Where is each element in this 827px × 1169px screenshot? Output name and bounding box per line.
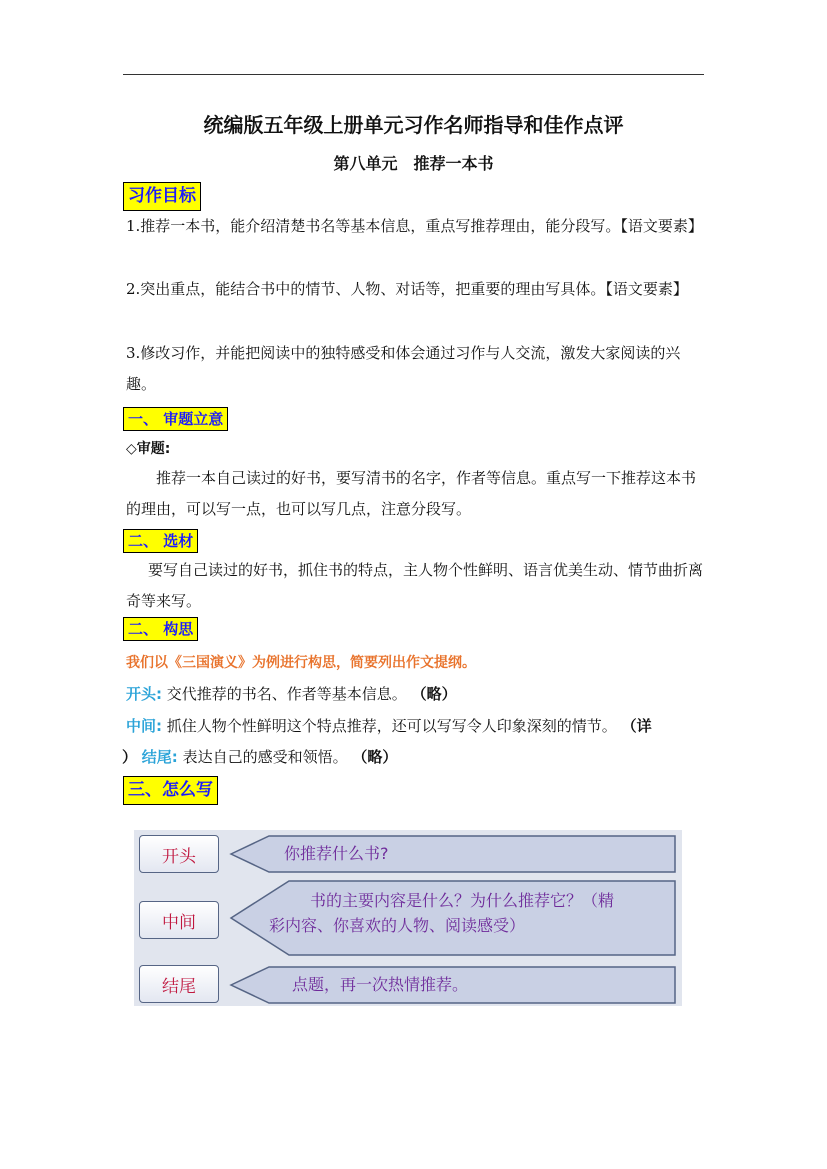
closing-note: （略） (352, 748, 398, 766)
closing-text: 表达自己的感受和领悟。 (182, 748, 348, 766)
opening-label: 开头: (126, 685, 162, 703)
closing-prefix: ） (122, 748, 138, 766)
section2-tag: 二、 选材 (123, 529, 198, 553)
closing-label: 结尾: (141, 748, 178, 766)
opening-text: 交代推荐的书名、作者等基本信息。 (166, 685, 407, 703)
goal-item-1: 1.推荐一本书，能介绍清楚书名等基本信息，重点写推荐理由，能分段写。【语文要素】 (126, 217, 703, 235)
diagram-label-opening: 开头 (139, 835, 219, 873)
outline-closing (122, 746, 707, 767)
diagram-label-closing: 结尾 (139, 965, 219, 1003)
diagram-text-middle-1: 书的主要内容是什么？为什么推荐它？（精 (310, 891, 615, 910)
outline-middle (126, 715, 711, 736)
middle-text: 抓住人物个性鲜明这个特点推荐，还可以写写令人印象深刻的情节。 (166, 717, 617, 735)
section1-sub: ◇审题: (126, 441, 171, 457)
section2-text: 要写自己读过的好书，抓住书的特点，主人物个性鲜明、语言优美生动、情节曲折离奇等来写。 (126, 561, 704, 610)
top-rule (123, 74, 704, 75)
document-title: 统编版五年级上册单元习作名师指导和佳作点评 (203, 113, 624, 137)
goal-item-2: 2.突出重点，能结合书中的情节、人物、对话等，把重要的理由写具体。【语文要素】 (126, 280, 688, 298)
goals-tag: 习作目标 (123, 182, 201, 211)
middle-note: （详 (621, 717, 652, 735)
diagram-label-middle: 中间 (139, 901, 219, 939)
diagram-text-closing: 点题，再一次热情推荐。 (292, 975, 469, 994)
document-subtitle: 第八单元 推荐一本书 (333, 154, 494, 173)
middle-label: 中间: (126, 717, 162, 735)
section3-tag: 二、 构思 (123, 617, 198, 641)
diagram-text-opening: 你推荐什么书? (284, 844, 389, 863)
section1-text: 推荐一本自己读过的好书，要写清书的名字，作者等信息。重点写一下推荐这本书的理由，可以写一点，也可以写几点，注意分段写。 (126, 469, 697, 518)
outline-example: 我们以《三国演义》为例进行构思，简要列出作文提纲。 (126, 655, 476, 671)
writing-structure-diagram (134, 830, 682, 1006)
goal-item-3: 3.修改习作，并能把阅读中的独特感受和体会通过习作与人交流，激发大家阅读的兴趣。 (126, 344, 681, 393)
diagram-text-middle-2: 彩内容、你喜欢的人物、阅读感受） (269, 916, 526, 935)
section4-tag: 三、怎么写 (123, 776, 218, 805)
outline-opening (126, 683, 711, 704)
opening-note: （略） (411, 685, 457, 703)
section1-tag: 一、 审题立意 (123, 407, 228, 431)
